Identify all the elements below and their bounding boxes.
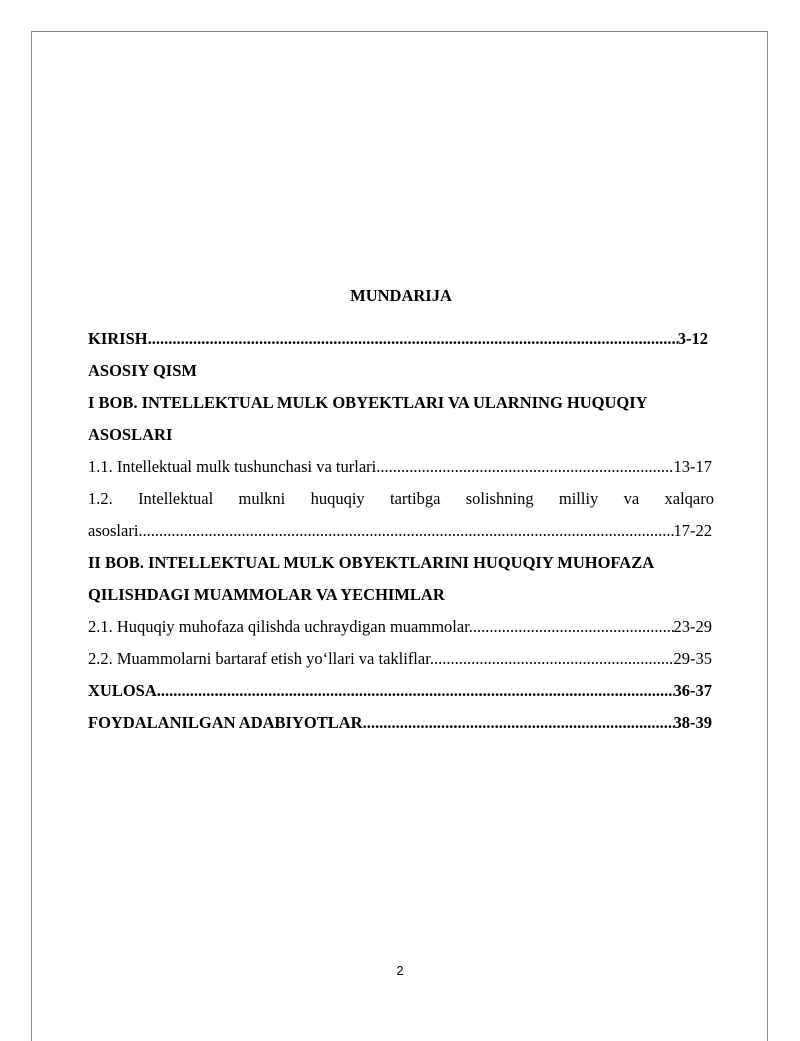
toc-entry-label: 1.1. Intellektual mulk tushunchasi va turlari ..... xyxy=(88,451,674,483)
toc-entry-label: 2.2. Muammolarni bartaraf etish yo‘llari va takliflar ..... xyxy=(88,643,674,675)
toc-word: Intellektual xyxy=(138,489,214,508)
toc-entry-2-1 xyxy=(88,611,712,643)
toc-page-range: 23-29 xyxy=(673,617,712,636)
toc-entry-xulosa xyxy=(88,675,712,707)
toc-page-range: 29-35 xyxy=(673,649,712,668)
toc-page-range: 38-39 xyxy=(673,713,712,732)
toc-entry-1-1 xyxy=(88,451,712,483)
toc-entry-adabiyotlar xyxy=(88,707,712,739)
toc-word: solishning xyxy=(465,489,534,508)
toc-section-asosiy: ASOSIY QISM xyxy=(88,361,197,380)
toc-entry-label: asoslari ..... xyxy=(88,515,674,547)
toc-page-range: 3-12 xyxy=(677,329,708,348)
toc-word: mulkni xyxy=(238,489,286,508)
toc-entry-2-2 xyxy=(88,643,712,675)
toc-chapter-1-line1: I BOB. INTELLEKTUAL MULK OBYEKTLARI VA ULARNING HUQUQIY xyxy=(88,393,648,412)
toc-entry-1-2-line2 xyxy=(88,515,712,547)
toc-word: tartibga xyxy=(390,489,441,508)
toc-word: milliy xyxy=(558,489,599,508)
toc-page-range: 17-22 xyxy=(673,521,712,540)
toc-entry-label: 2.1. Huquqiy muhofaza qilishda uchraydigan muammolar ..... xyxy=(88,611,674,643)
toc-entry-1-2-line1 xyxy=(88,483,714,515)
toc-word: xalqaro xyxy=(664,489,714,508)
toc-entry-label: KIRISH ..... xyxy=(88,323,678,355)
toc-chapter-2-line2: QILISHDAGI MUAMMOLAR VA YECHIMLAR xyxy=(88,585,445,604)
toc-title: MUNDARIJA xyxy=(350,286,452,305)
toc-entry-label: FOYDALANILGAN ADABIYOTLAR ..... xyxy=(88,707,674,739)
toc-word: 1.2. xyxy=(88,489,113,508)
toc-word: va xyxy=(623,489,640,508)
table-of-contents xyxy=(88,284,714,739)
toc-page-range: 13-17 xyxy=(673,457,712,476)
toc-entry-kirish xyxy=(88,323,708,355)
toc-entry-label: XULOSA ..... xyxy=(88,675,674,707)
toc-word: huquqiy xyxy=(310,489,365,508)
toc-chapter-1-line2: ASOSLARI xyxy=(88,425,173,444)
page-number: 2 xyxy=(396,963,404,978)
toc-page-range: 36-37 xyxy=(673,681,712,700)
toc-chapter-2-line1: II BOB. INTELLEKTUAL MULK OBYEKTLARINI HUQUQIY MUHOFAZA xyxy=(88,553,655,572)
